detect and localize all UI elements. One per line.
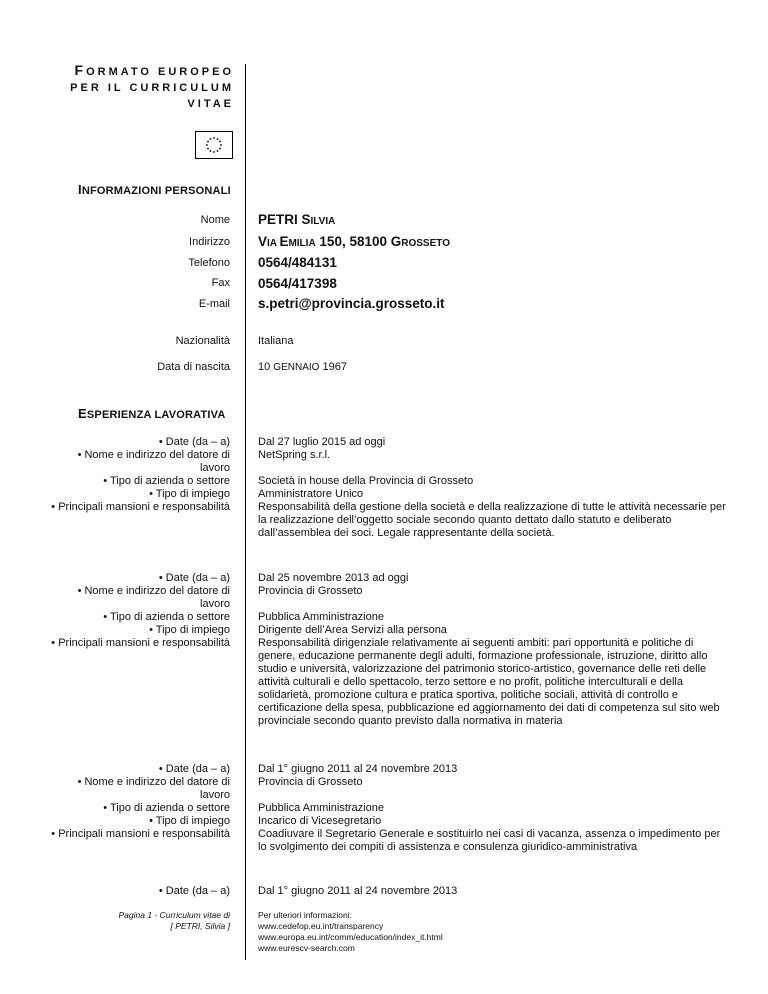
column-divider bbox=[245, 64, 246, 960]
title-initial: F bbox=[74, 62, 87, 78]
experience-entry: Dal 1° giugno 2011 al 24 novembre 2013 Provincia di Grosseto Pubblica Amministrazione Incarico di Vicesegretario Coadiuvare il Segretario Generale e sostituirlo nei casi di vacanza, assenza o impedimento per lo svolgimento dei compiti di assistenza e consulenza giuridico-amministrativa bbox=[258, 763, 721, 853]
experience-entry: Dal 1° giugno 2011 al 24 novembre 2013 bbox=[258, 885, 458, 897]
value-address: VIA EMILIA 150, 58100 GROSSETO bbox=[258, 234, 450, 249]
experience-labels: • Date (da – a) • Nome e indirizzo del datore di lavoro • Tipo di azienda o settore • Tipo di impiego • Principali mansioni e responsabilità bbox=[51, 436, 230, 513]
eu-flag-icon bbox=[195, 131, 233, 159]
value-birth-date: 10 GENNAIO 1967 bbox=[258, 361, 347, 373]
value-phone: 0564/484131 bbox=[258, 255, 337, 270]
experience-labels: • Date (da – a) • Nome e indirizzo del datore di lavoro • Tipo di azienda o settore • Tipo di impiego • Principali mansioni e responsabilità bbox=[51, 572, 230, 649]
value-email[interactable]: s.petri@provincia.grosseto.it bbox=[258, 296, 445, 311]
experience-entry: Dal 25 novembre 2013 ad oggi Provincia di Grosseto Pubblica Amministrazione Dirigente dell’Area Servizi alla persona Responsabilità dirigenziale relativamente ai seguenti ambiti: pari opportunità e politiche di genere, educazione permanente degli adulti, formazione professionale, istruzione, diritto allo studio e università, valorizzazione del patrimonio storico-artistico, governance delle reti delle attività culturali e dello spettacolo, terzo settore e no profit, politiche interculturali e della solidarietà, promozione cultura e pratica sportiva, politiche sociali, attività di controllo e certificazione della spesa, pubblicazione ed aggiornamento dei dati di competenza sul sito web provinciale secondo quanto previsto dalla normativa in materia bbox=[258, 572, 720, 727]
label-fax: Fax bbox=[211, 277, 230, 289]
label-nationality: Nazionalità bbox=[175, 335, 230, 347]
value-nationality: Italiana bbox=[258, 335, 294, 347]
label-email: E-mail bbox=[198, 298, 230, 310]
title-line-1: ORMATO EUROPEO bbox=[86, 66, 234, 78]
title-line-3: VITAE bbox=[187, 98, 234, 110]
experience-labels: • Date (da – a) • Nome e indirizzo del datore di lavoro • Tipo di azienda o settore • Tipo di impiego • Principali mansioni e responsabilità bbox=[51, 763, 230, 840]
label-address: Indirizzo bbox=[189, 236, 230, 248]
footer-link[interactable]: www.cedefop.eu.int/transparency bbox=[258, 921, 384, 931]
section-personal-info: INFORMAZIONI PERSONALI bbox=[78, 182, 231, 197]
page-footer: Pagina 1 - Curriculum vitae di [ PETRI, Silvia ] bbox=[118, 910, 230, 931]
title-line-2: PER IL CURRICULUM bbox=[70, 82, 234, 94]
value-fax: 0564/417398 bbox=[258, 276, 337, 291]
cv-title bbox=[70, 62, 234, 112]
section-work-experience: ESPERIENZA LAVORATIVA bbox=[78, 406, 226, 421]
experience-labels: • Date (da – a) bbox=[158, 885, 230, 897]
label-birth-date: Data di nascita bbox=[157, 361, 230, 373]
footer-link[interactable]: www.europa.eu.int/comm/education/index_it.html bbox=[258, 932, 443, 942]
footer-info: Per ulteriori informazioni: www.cedefop.eu.int/transparency www.europa.eu.int/comm/education/index_it.html www.eurescv-search.com bbox=[258, 910, 443, 953]
label-phone: Telefono bbox=[188, 257, 230, 269]
experience-entry: Dal 27 luglio 2015 ad oggi NetSpring s.r.l. Società in house della Provincia di Grosseto Amministratore Unico Responsabilità della gestione della società e della realizzazione di tutte le attività necessarie per la realizzazione dell’oggetto sociale secondo quanto dettato dallo statuto e deliberato dall’assemblea dei soci. Legale rappresentante della società. bbox=[258, 436, 726, 539]
value-name: PETRI SILVIA bbox=[258, 212, 336, 227]
footer-link[interactable]: www.eurescv-search.com bbox=[258, 943, 355, 953]
label-name: Nome bbox=[200, 214, 230, 226]
